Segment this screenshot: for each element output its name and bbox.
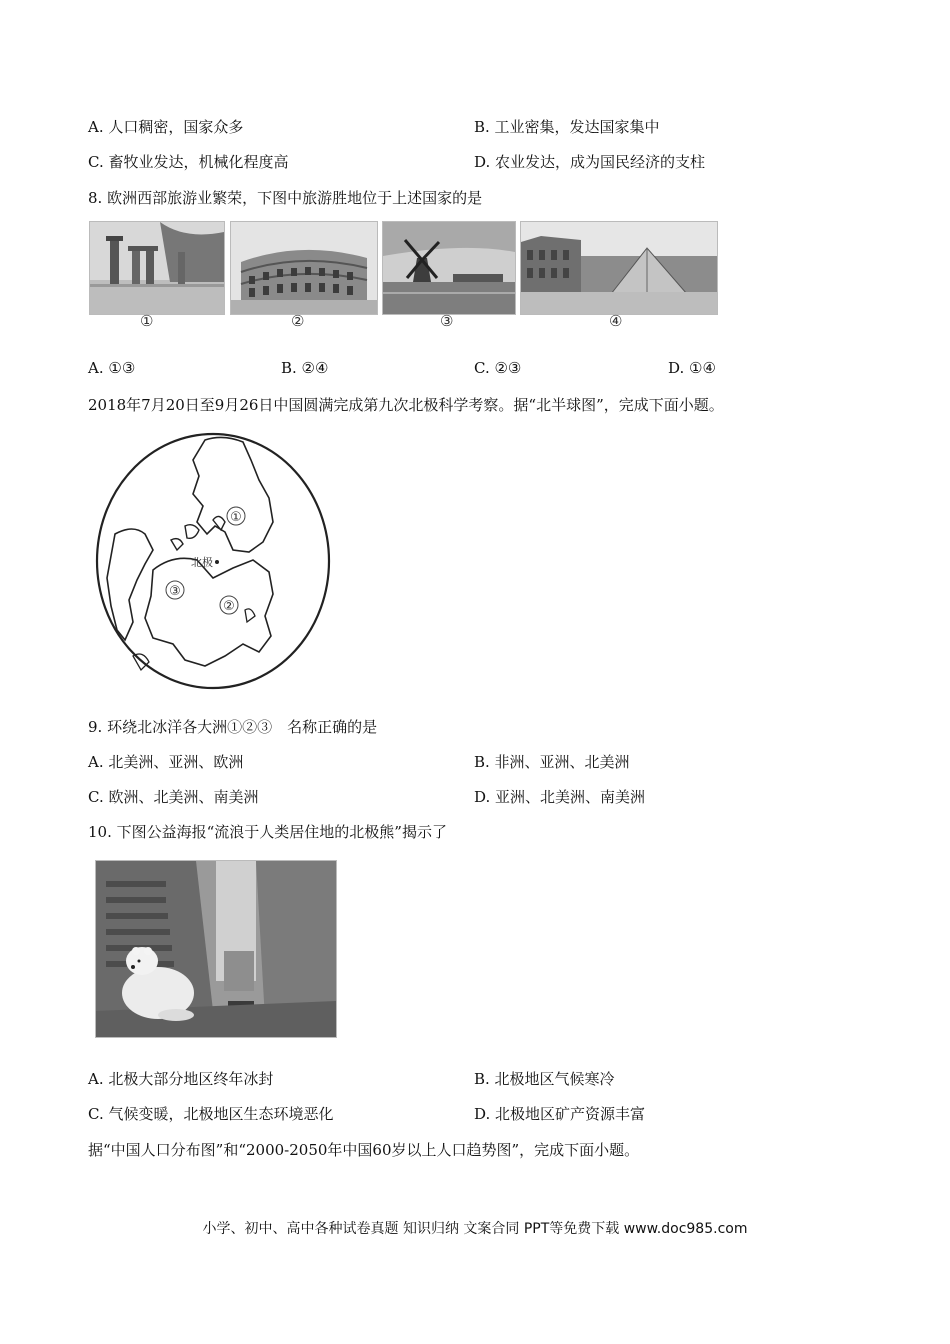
- q10-option-d: D. 北极地区矿产资源丰富: [474, 1105, 646, 1123]
- q10-option-a: A. 北极大部分地区终年冰封: [88, 1070, 274, 1088]
- map-marker-3: ③: [169, 584, 181, 599]
- q7-option-b: B. 工业密集，发达国家集中: [474, 118, 660, 136]
- q8-option-c: C. ②③: [474, 359, 522, 377]
- q9-option-d: D. 亚洲、北美洲、南美洲: [474, 788, 646, 806]
- photo-label-3: ③: [440, 312, 454, 330]
- q9-stem: 9. 环绕北冰洋各大洲①②③ 名称正确的是: [88, 718, 378, 736]
- map-marker-1: ①: [230, 510, 242, 525]
- photo-ancient-ruins: [89, 221, 225, 315]
- q10-stem: 10. 下图公益海报“流浪于人类居住地的北极熊”揭示了: [88, 823, 447, 841]
- photo-colosseum: [230, 221, 378, 315]
- polar-bear-poster: [95, 860, 337, 1038]
- q8-option-b: B. ②④: [281, 359, 329, 377]
- photo-label-4: ④: [609, 312, 623, 330]
- northern-hemisphere-map: [93, 430, 333, 692]
- q7-option-d: D. 农业发达，成为国民经济的支柱: [474, 153, 706, 171]
- photo-label-2: ②: [291, 312, 305, 330]
- q10-option-c: C. 气候变暖，北极地区生态环境恶化: [88, 1105, 334, 1123]
- q9-option-b: B. 非洲、亚洲、北美洲: [474, 753, 630, 771]
- arctic-intro: 2018年7月20日至9月26日中国圆满完成第九次北极科学考察。据“北半球图”，完成下面小题。: [88, 396, 724, 414]
- photo-label-1: ①: [140, 312, 154, 330]
- q8-option-d: D. ①④: [668, 359, 716, 377]
- map-pole-label: 北极: [191, 556, 213, 569]
- q8-stem: 8. 欧洲西部旅游业繁荣，下图中旅游胜地位于上述国家的是: [88, 189, 483, 207]
- q10-option-b: B. 北极地区气候寒冷: [474, 1070, 615, 1088]
- q7-option-a: A. 人口稠密，国家众多: [88, 118, 244, 136]
- photo-windmill: [382, 221, 516, 315]
- q8-option-a: A. ①③: [88, 359, 136, 377]
- map-marker-2: ②: [223, 599, 235, 614]
- q9-option-c: C. 欧洲、北美洲、南美洲: [88, 788, 259, 806]
- q9-option-a: A. 北美洲、亚洲、欧洲: [88, 753, 244, 771]
- photo-louvre-pyramid: [520, 221, 718, 315]
- page-footer: 小学、初中、高中各种试卷真题 知识归纳 文案合同 PPT等免费下载 www.doc985.com: [202, 1221, 748, 1237]
- q7-option-c: C. 畜牧业发达，机械化程度高: [88, 153, 289, 171]
- population-intro: 据“中国人口分布图”和“2000-2050年中国60岁以上人口趋势图”，完成下面小题。: [88, 1141, 640, 1159]
